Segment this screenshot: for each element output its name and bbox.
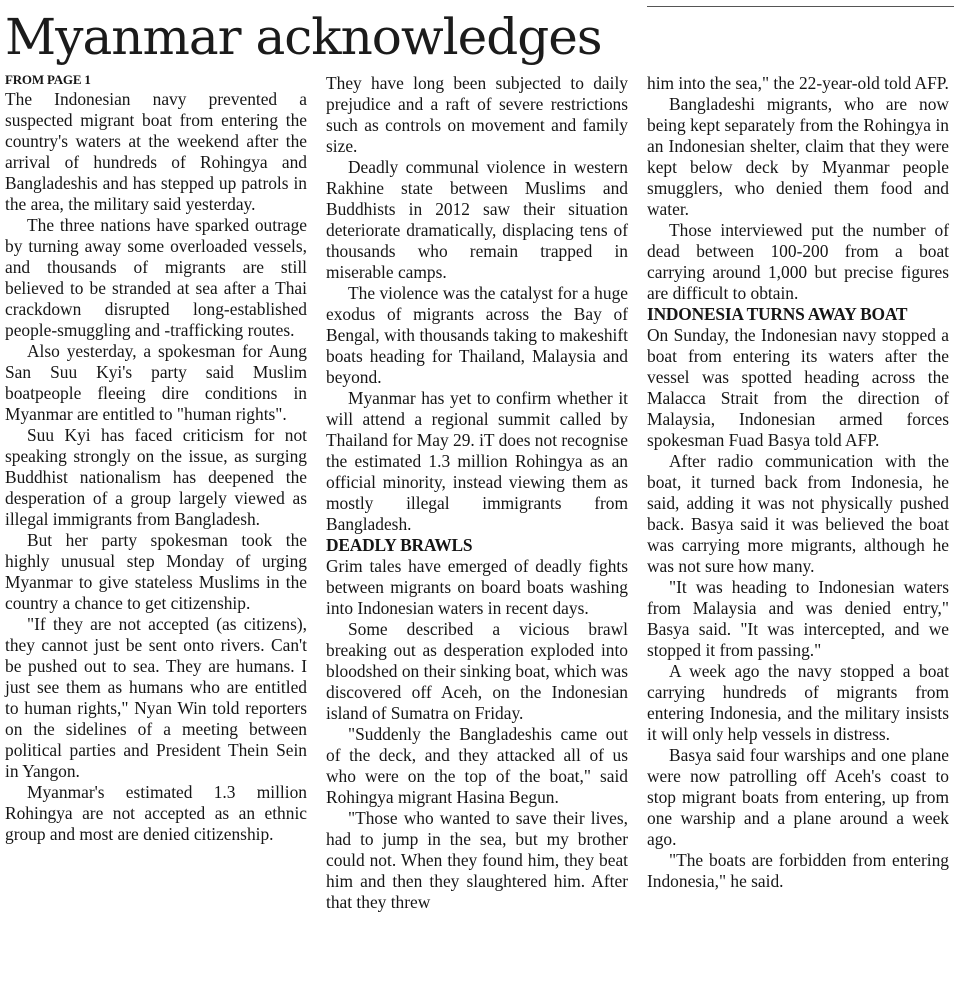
paragraph: Deadly communal violence in western Rakhine state between Muslims and Buddhists in 2012 saw their situation deteriorate dramatically, displacing tens of thousands who remain trapped in miserable camps. [326, 157, 628, 282]
paragraph: Bangladeshi migrants, who are now being kept separately from the Rohingya in an Indonesian shelter, claim that they were kept below deck by Myanmar people smugglers, who denied them food and water. [647, 94, 949, 219]
paragraph: Some described a vicious brawl breaking out as desperation exploded into bloodshed on their sinking boat, which was discovered off Aceh, on the Indonesian island of Sumatra on Friday. [326, 619, 628, 723]
subheading: DEADLY BRAWLS [326, 535, 473, 555]
paragraph: They have long been subjected to daily prejudice and a raft of severe restrictions such as controls on movement and family size. [326, 73, 628, 156]
paragraph: Those interviewed put the number of dead between 100-200 from a boat carrying around 1,000 but precise figures are difficult to obtain. [647, 220, 949, 303]
top-rule [647, 6, 954, 7]
paragraph: "It was heading to Indonesian waters from Malaysia and was denied entry," Basya said. "It was intercepted, and we stopped it from passing." [647, 577, 949, 660]
paragraph: The Indonesian navy prevented a suspected migrant boat from entering the country's waters at the weekend after the arrival of hundreds of Rohingya and Bangladeshis and has stepped up patrols in the area, the military said yesterday. [5, 89, 307, 214]
paragraph: On Sunday, the Indonesian navy stopped a boat from entering its waters after the vessel was spotted heading across the Malacca Strait from the direction of Malaysia, Indonesian armed forces spokesman Fuad Basya told AFP. [647, 325, 949, 450]
paragraph: The three nations have sparked outrage by turning away some overloaded vessels, and thousands of migrants are still believed to be stranded at sea after a Thai crackdown disrupted long-established people-smuggling and -trafficking routes. [5, 215, 307, 340]
paragraph: Grim tales have emerged of deadly fights between migrants on board boats washing into Indonesian waters in recent days. [326, 556, 628, 618]
paragraph: Myanmar's estimated 1.3 million Rohingya are not accepted as an ethnic group and most are denied citizenship. [5, 782, 307, 844]
paragraph: A week ago the navy stopped a boat carrying hundreds of migrants from entering Indonesia, and the military insists it will only help vessels in distress. [647, 661, 949, 744]
kicker: FROM PAGE 1 [5, 72, 91, 87]
paragraph: But her party spokesman took the highly unusual step Monday of urging Myanmar to give stateless Muslims in the country a chance to get citizenship. [5, 530, 307, 613]
paragraph: Suu Kyi has faced criticism for not speaking strongly on the issue, as surging Buddhist nationalism has deepened the desperation of a group largely viewed as illegal immigrants from Bangladesh. [5, 425, 307, 529]
paragraph: "Suddenly the Bangladeshis came out of the deck, and they attacked all of us who were on the top of the boat," said Rohingya migrant Hasina Begun. [326, 724, 628, 807]
article-column-2 [326, 73, 628, 913]
headline: Myanmar acknowledges [5, 8, 602, 66]
paragraph: The violence was the catalyst for a huge exodus of migrants across the Bay of Bengal, with thousands taking to makeshift boats heading for Thailand, Malaysia and beyond. [326, 283, 628, 387]
paragraph: Also yesterday, a spokesman for Aung San Suu Kyi's party said Muslim boatpeople fleeing dire conditions in Myanmar are entitled to "human rights". [5, 341, 307, 424]
paragraph: Basya said four warships and one plane were now patrolling off Aceh's coast to stop migrant boats from entering, up from one warship and a plane around a week ago. [647, 745, 949, 849]
subheading: INDONESIA TURNS AWAY BOAT [647, 304, 908, 324]
paragraph: "Those who wanted to save their lives, had to jump in the sea, but my brother could not. When they found him, they beat him and then they slaughtered him. After that they threw [326, 808, 628, 912]
article-column-1 [5, 72, 307, 845]
paragraph: him into the sea," the 22-year-old told AFP. [647, 73, 949, 93]
paragraph: After radio communication with the boat, it turned back from Indonesia, he said, adding it was not physically pushed back. Basya said it was believed the boat was carrying more migrants, although he was not sure how many. [647, 451, 949, 576]
paragraph: "If they are not accepted (as citizens), they cannot just be sent onto rivers. Can't be pushed out to sea. They are humans. I just see them as humans who are entitled to human rights," Nyan Win told reporters on the sidelines of a meeting between political parties and President Thein Sein in Yangon. [5, 614, 307, 781]
paragraph: "The boats are forbidden from entering Indonesia," he said. [647, 850, 949, 891]
paragraph: Myanmar has yet to confirm whether it will attend a regional summit called by Thailand for May 29. iT does not recognise the estimated 1.3 million Rohingya as an official minority, instead viewing them as mostly illegal immigrants from Bangladesh. [326, 388, 629, 534]
article-column-3 [647, 73, 949, 892]
